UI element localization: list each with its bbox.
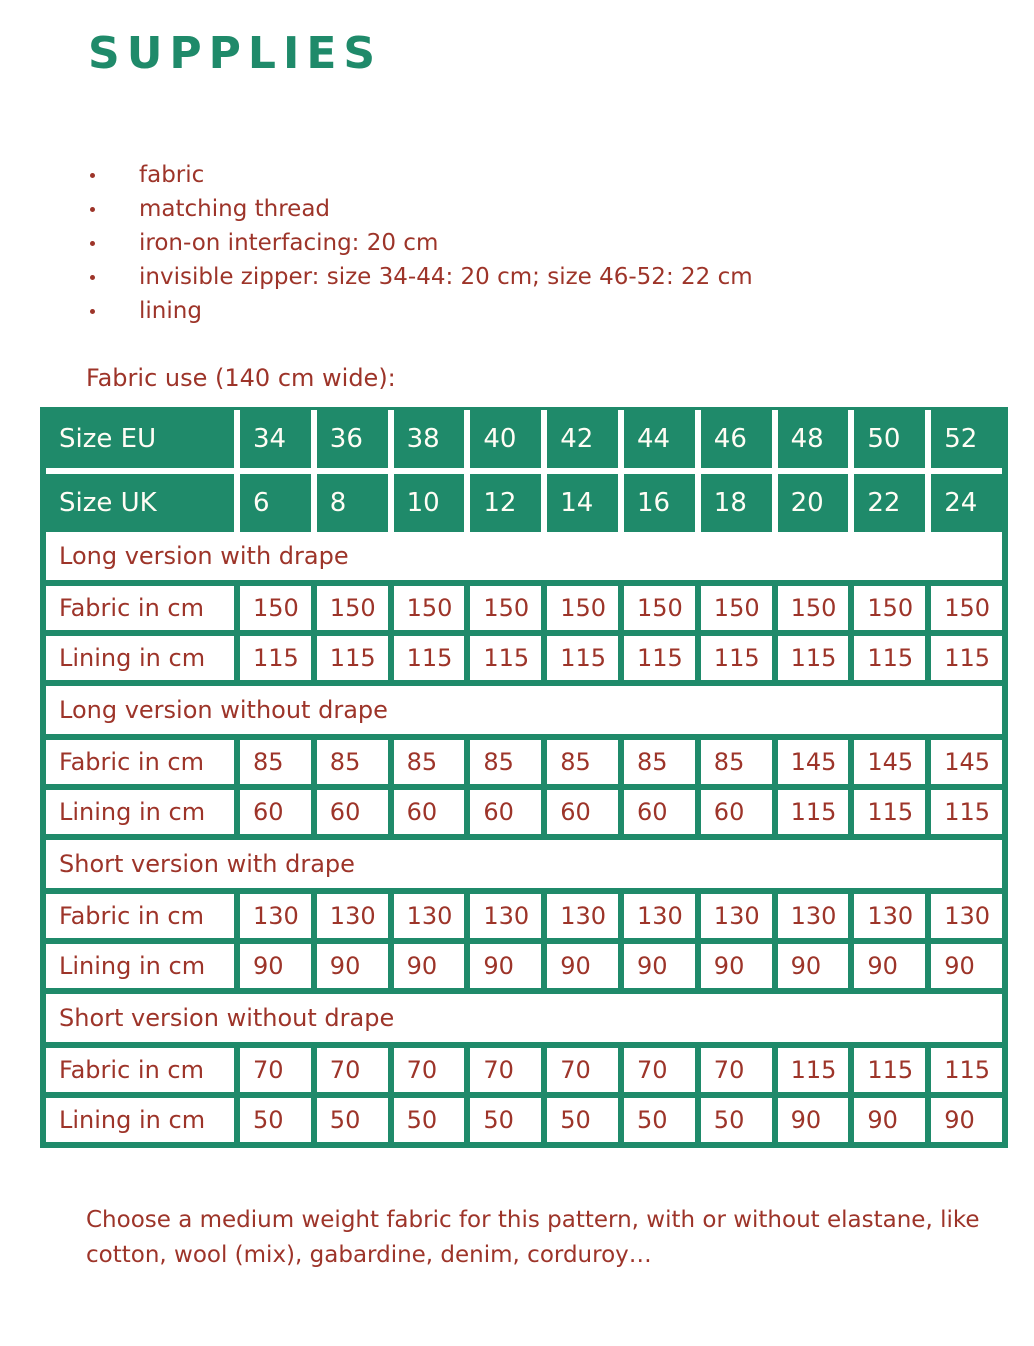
value-cell: 115 bbox=[931, 636, 1002, 680]
value-cell: 90 bbox=[778, 1098, 849, 1142]
value-cell: 130 bbox=[854, 894, 925, 938]
value-cell: 115 bbox=[624, 636, 695, 680]
supplies-list-item: matching thread bbox=[88, 192, 753, 226]
size-header-value: 40 bbox=[470, 410, 541, 468]
value-cell: 130 bbox=[778, 894, 849, 938]
value-cell: 150 bbox=[701, 586, 772, 630]
value-cell: 50 bbox=[624, 1098, 695, 1142]
value-cell: 90 bbox=[854, 1098, 925, 1142]
supplies-list-item: lining bbox=[88, 294, 753, 328]
value-cell: 115 bbox=[470, 636, 541, 680]
row-label-cell: Lining in cm bbox=[46, 636, 234, 680]
value-cell: 115 bbox=[547, 636, 618, 680]
value-cell: 150 bbox=[470, 586, 541, 630]
size-header bbox=[46, 410, 1002, 532]
value-cell: 60 bbox=[317, 790, 388, 834]
size-header-value: 18 bbox=[701, 474, 772, 532]
size-header-value: 44 bbox=[624, 410, 695, 468]
value-cell: 150 bbox=[931, 586, 1002, 630]
value-cell: 90 bbox=[624, 944, 695, 988]
size-header-value: 48 bbox=[778, 410, 849, 468]
value-cell: 130 bbox=[701, 894, 772, 938]
value-cell: 115 bbox=[701, 636, 772, 680]
size-header-value: 24 bbox=[931, 474, 1002, 532]
row-label-cell: Fabric in cm bbox=[46, 740, 234, 784]
value-cell: 115 bbox=[394, 636, 465, 680]
value-cell: 70 bbox=[701, 1048, 772, 1092]
size-header-value: 16 bbox=[624, 474, 695, 532]
value-cell: 50 bbox=[470, 1098, 541, 1142]
fabric-use-table bbox=[40, 407, 1008, 1148]
size-header-value: 36 bbox=[317, 410, 388, 468]
size-header-value: 22 bbox=[854, 474, 925, 532]
value-cell: 90 bbox=[547, 944, 618, 988]
value-cell: 130 bbox=[317, 894, 388, 938]
row-label-cell: Fabric in cm bbox=[46, 1048, 234, 1092]
value-cell: 115 bbox=[931, 1048, 1002, 1092]
value-cell: 85 bbox=[701, 740, 772, 784]
size-header-value: 50 bbox=[854, 410, 925, 468]
value-cell: 90 bbox=[317, 944, 388, 988]
value-cell: 90 bbox=[701, 944, 772, 988]
value-cell: 115 bbox=[778, 1048, 849, 1092]
value-cell: 70 bbox=[624, 1048, 695, 1092]
value-cell: 60 bbox=[240, 790, 311, 834]
value-cell: 150 bbox=[317, 586, 388, 630]
value-cell: 90 bbox=[240, 944, 311, 988]
row-label-cell: Fabric in cm bbox=[46, 586, 234, 630]
value-cell: 115 bbox=[931, 790, 1002, 834]
size-header-value: 6 bbox=[240, 474, 311, 532]
value-cell: 85 bbox=[240, 740, 311, 784]
value-cell: 90 bbox=[470, 944, 541, 988]
value-cell: 115 bbox=[778, 790, 849, 834]
supplies-list-item: invisible zipper: size 34-44: 20 cm; size 46-52: 22 cm bbox=[88, 260, 753, 294]
value-cell: 70 bbox=[317, 1048, 388, 1092]
value-cell: 60 bbox=[547, 790, 618, 834]
supplies-list-item: fabric bbox=[88, 158, 753, 192]
value-cell: 50 bbox=[240, 1098, 311, 1142]
value-cell: 60 bbox=[701, 790, 772, 834]
value-cell: 60 bbox=[624, 790, 695, 834]
fabric-advice-note: Choose a medium weight fabric for this pattern, with or without elastane, like cotton, wool (mix), gabardine, denim, corduroy… bbox=[86, 1207, 980, 1268]
size-header-value: 20 bbox=[778, 474, 849, 532]
value-cell: 85 bbox=[470, 740, 541, 784]
row-label-cell: Lining in cm bbox=[46, 944, 234, 988]
size-header-value: 34 bbox=[240, 410, 311, 468]
table-body bbox=[46, 532, 1002, 1142]
value-cell: 150 bbox=[624, 586, 695, 630]
size-header-value: 8 bbox=[317, 474, 388, 532]
value-cell: 85 bbox=[547, 740, 618, 784]
value-cell: 70 bbox=[240, 1048, 311, 1092]
value-cell: 60 bbox=[470, 790, 541, 834]
value-cell: 145 bbox=[854, 740, 925, 784]
value-cell: 115 bbox=[317, 636, 388, 680]
value-cell: 115 bbox=[854, 1048, 925, 1092]
value-cell: 90 bbox=[931, 1098, 1002, 1142]
row-label-cell: Lining in cm bbox=[46, 790, 234, 834]
value-cell: 50 bbox=[701, 1098, 772, 1142]
value-cell: 90 bbox=[778, 944, 849, 988]
size-header-value: 38 bbox=[394, 410, 465, 468]
value-cell: 115 bbox=[854, 636, 925, 680]
value-cell: 130 bbox=[624, 894, 695, 938]
value-cell: 50 bbox=[394, 1098, 465, 1142]
value-cell: 85 bbox=[624, 740, 695, 784]
value-cell: 50 bbox=[547, 1098, 618, 1142]
size-header-label: Size EU bbox=[46, 410, 234, 468]
section-title-cell: Short version with drape bbox=[46, 840, 1002, 888]
value-cell: 70 bbox=[470, 1048, 541, 1092]
value-cell: 130 bbox=[240, 894, 311, 938]
value-cell: 85 bbox=[317, 740, 388, 784]
value-cell: 150 bbox=[547, 586, 618, 630]
value-cell: 150 bbox=[778, 586, 849, 630]
value-cell: 115 bbox=[854, 790, 925, 834]
size-header-value: 46 bbox=[701, 410, 772, 468]
fabric-use-label: Fabric use (140 cm wide): bbox=[86, 364, 396, 392]
value-cell: 115 bbox=[778, 636, 849, 680]
page-title: SUPPLIES bbox=[88, 28, 383, 79]
value-cell: 130 bbox=[470, 894, 541, 938]
size-header-value: 12 bbox=[470, 474, 541, 532]
value-cell: 150 bbox=[240, 586, 311, 630]
value-cell: 130 bbox=[931, 894, 1002, 938]
value-cell: 90 bbox=[931, 944, 1002, 988]
value-cell: 115 bbox=[240, 636, 311, 680]
value-cell: 130 bbox=[394, 894, 465, 938]
row-label-cell: Lining in cm bbox=[46, 1098, 234, 1142]
value-cell: 130 bbox=[547, 894, 618, 938]
size-header-label: Size UK bbox=[46, 474, 234, 532]
section-title-cell: Short version without drape bbox=[46, 994, 1002, 1042]
supplies-list-item: iron-on interfacing: 20 cm bbox=[88, 226, 753, 260]
value-cell: 60 bbox=[394, 790, 465, 834]
size-header-value: 14 bbox=[547, 474, 618, 532]
section-title-cell: Long version with drape bbox=[46, 532, 1002, 580]
section-title-cell: Long version without drape bbox=[46, 686, 1002, 734]
size-header-value: 52 bbox=[931, 410, 1002, 468]
value-cell: 145 bbox=[778, 740, 849, 784]
value-cell: 150 bbox=[854, 586, 925, 630]
value-cell: 145 bbox=[931, 740, 1002, 784]
size-header-value: 42 bbox=[547, 410, 618, 468]
value-cell: 70 bbox=[394, 1048, 465, 1092]
value-cell: 90 bbox=[394, 944, 465, 988]
value-cell: 70 bbox=[547, 1048, 618, 1092]
supplies-list bbox=[88, 158, 753, 328]
value-cell: 50 bbox=[317, 1098, 388, 1142]
value-cell: 150 bbox=[394, 586, 465, 630]
size-header-value: 10 bbox=[394, 474, 465, 532]
value-cell: 85 bbox=[394, 740, 465, 784]
row-label-cell: Fabric in cm bbox=[46, 894, 234, 938]
value-cell: 90 bbox=[854, 944, 925, 988]
